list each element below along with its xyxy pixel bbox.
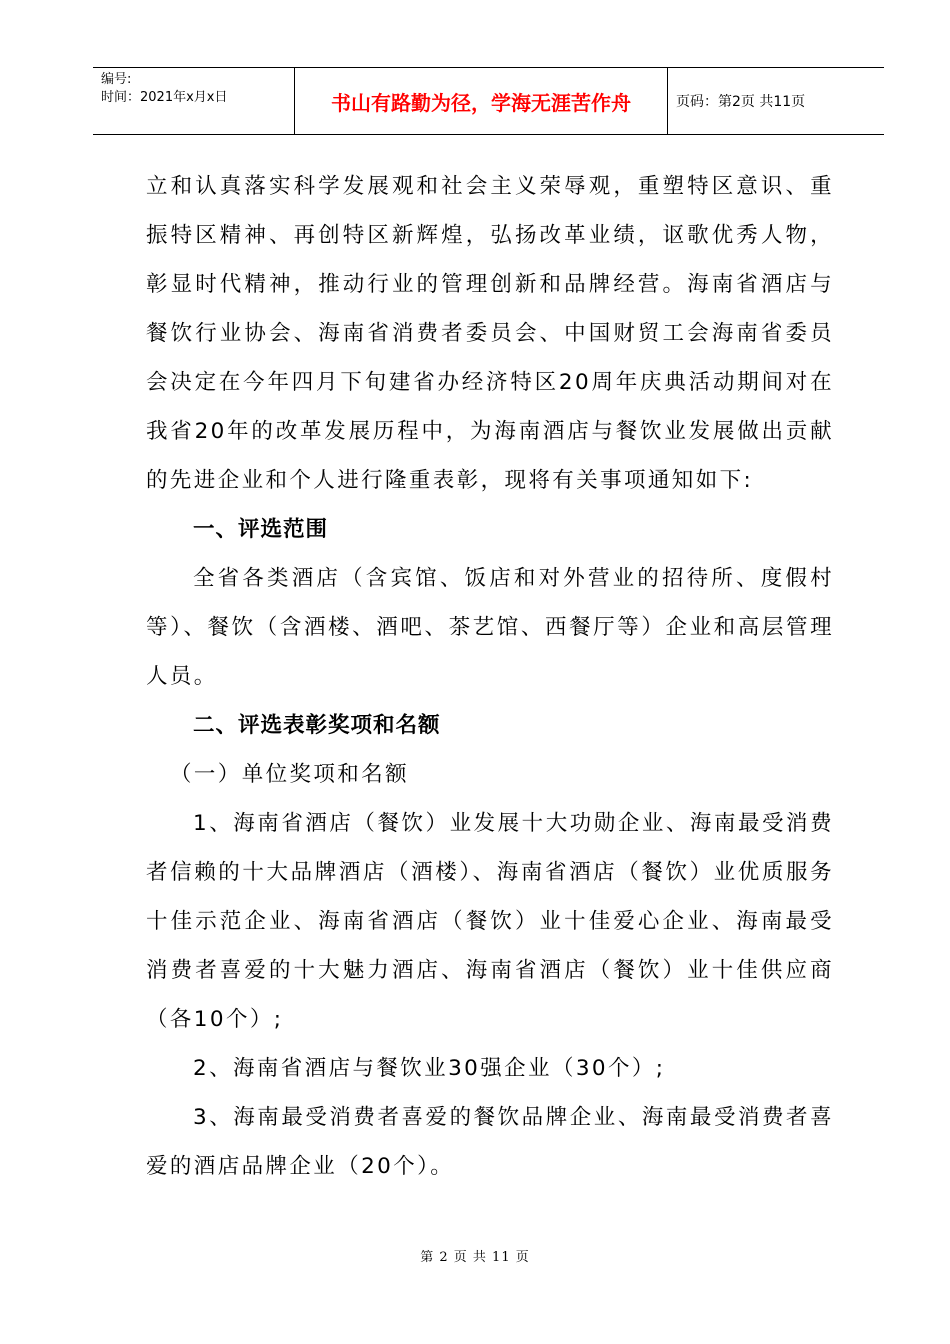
document-number-label: 编号: <box>101 72 132 87</box>
section-heading-awards: 二、评选表彰奖项和名额 <box>193 713 441 738</box>
intro-paragraph: 立和认真落实科学发展观和社会主义荣辱观，重塑特区意识、重振特区精神、再创特区新辉煌，弘扬改革业绩，讴歌优秀人物，彰显时代精神，推动行业的管理创新和品牌经营。海南省酒店与餐饮行业协会、海南省消费者委员会、中国财贸工会海南省委员会决定在今年四月下旬建省办经济特区20周年庆典活动期间对在我省20年的改革发展历程中，为海南酒店与餐饮业发展做出贡献的先进企业和个人进行隆重表彰，现将有关事项通知如下: <box>146 174 834 493</box>
header-page-code: 页码：第2页 共11页 <box>676 94 806 110</box>
subsection-unit-awards: （一）单位奖项和名额 <box>170 762 410 787</box>
award-item-2: 2、海南省酒店与餐饮业30强企业（30个）; <box>193 1056 666 1081</box>
header-motto: 书山有路勤为径，学海无涯苦作舟 <box>331 90 631 115</box>
section-heading-scope: 一、评选范围 <box>193 517 329 542</box>
header-divider-right <box>667 68 668 134</box>
scope-paragraph: 全省各类酒店（含宾馆、饭店和对外营业的招待所、度假村等）、餐饮（含酒楼、酒吧、茶艺馆、西餐厅等）企业和高层管理人员。 <box>146 566 834 689</box>
header-meta <box>101 71 227 107</box>
award-item-3: 3、海南最受消费者喜爱的餐饮品牌企业、海南最受消费者喜爱的酒店品牌企业（20个）。 <box>146 1105 834 1179</box>
award-item-1: 1、海南省酒店（餐饮）业发展十大功勋企业、海南最受消费者信赖的十大品牌酒店（酒楼）、海南省酒店（餐饮）业优质服务十佳示范企业、海南省酒店（餐饮）业十佳爱心企业、海南最受消费者喜爱的十大魅力酒店、海南省酒店（餐饮）业十佳供应商（各10个）; <box>146 811 834 1032</box>
page-footer: 第 2 页 共 11 页 <box>420 1250 530 1265</box>
document-body <box>146 162 834 1191</box>
document-time: 时间：2021年x月x日 <box>101 90 228 105</box>
page-header <box>93 67 884 135</box>
